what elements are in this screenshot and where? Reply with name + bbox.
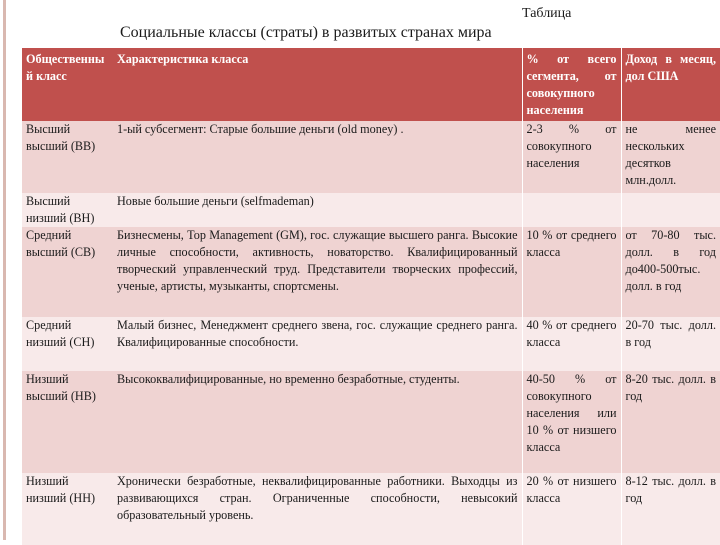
cell-share: 10 % от среднего класса [522, 227, 621, 317]
cell-description: Малый бизнес, Менеджмент среднего звена, гос. служащие среднего ранга. Квалифицированные способности. [117, 318, 518, 349]
cell-share: 40-50 % от совокупного населения или 10 % от низшего класса [522, 371, 621, 473]
cell-class: Высший высший (ВВ) [26, 122, 96, 153]
left-margin-rule [3, 0, 6, 540]
cell-description: Бизнесмены, Top Management (GM), гос. служащие высшего ранга. Высокие личные способности, активность, новаторство. Квалифицированный творческий управленческий труд. Представители творческих профессий, ученые, артисты, музыканты, спортсмены. [117, 228, 518, 293]
cell-class: Средний высший (СВ) [26, 228, 96, 259]
cell-class: Высший низший (ВН) [26, 194, 95, 225]
table-row [22, 317, 720, 371]
cell-income [621, 193, 720, 227]
header-class: Общественный класс [26, 52, 105, 83]
table-caption: Социальные классы (страты) в развитых странах мира [120, 24, 492, 41]
table-row [22, 193, 720, 227]
header-description: Характеристика класса [117, 52, 249, 66]
table-row [22, 121, 720, 193]
cell-income: 8-12 тыс. долл. в год [621, 473, 720, 545]
cell-class: Низший низший (НН) [26, 474, 96, 505]
header-income: Доход в месяц, дол США [621, 48, 720, 121]
cell-class: Низший высший (НВ) [26, 372, 96, 403]
cell-description: Высококвалифицированные, но временно безработные, студенты. [117, 372, 460, 386]
table-row [22, 371, 720, 473]
cell-income: не менее нескольких десятков млн.долл. [621, 121, 720, 193]
cell-share: 2-3 % от совокупного населения [522, 121, 621, 193]
cell-description: Новые большие деньги (selfmademan) [117, 194, 314, 208]
cell-class: Средний низший (СН) [26, 318, 95, 349]
cell-income: 20-70 тыс. долл. в год [621, 317, 720, 371]
cell-description: 1-ый субсегмент: Старые большие деньги (old money) . [117, 122, 404, 136]
cell-share: 20 % от низшего класса [522, 473, 621, 545]
table-header-row [22, 48, 720, 121]
header-share: % от всего сегмента, от совокупного населения [522, 48, 621, 121]
cell-share [522, 193, 621, 227]
cell-income: от 70-80 тыс. долл. в год до400-500тыс. долл. в год [621, 227, 720, 317]
table-label: Таблица [522, 6, 572, 21]
table-row [22, 473, 720, 545]
cell-share: 40 % от среднего класса [522, 317, 621, 371]
table-row [22, 227, 720, 317]
cell-income: 8-20 тыс. долл. в год [621, 371, 720, 473]
cell-description: Хронически безработные, неквалифицированные работники. Выходцы из развивающихся стран. Ограниченные способности, невысокий образовательный уровень. [117, 474, 518, 522]
social-strata-table [22, 48, 720, 545]
